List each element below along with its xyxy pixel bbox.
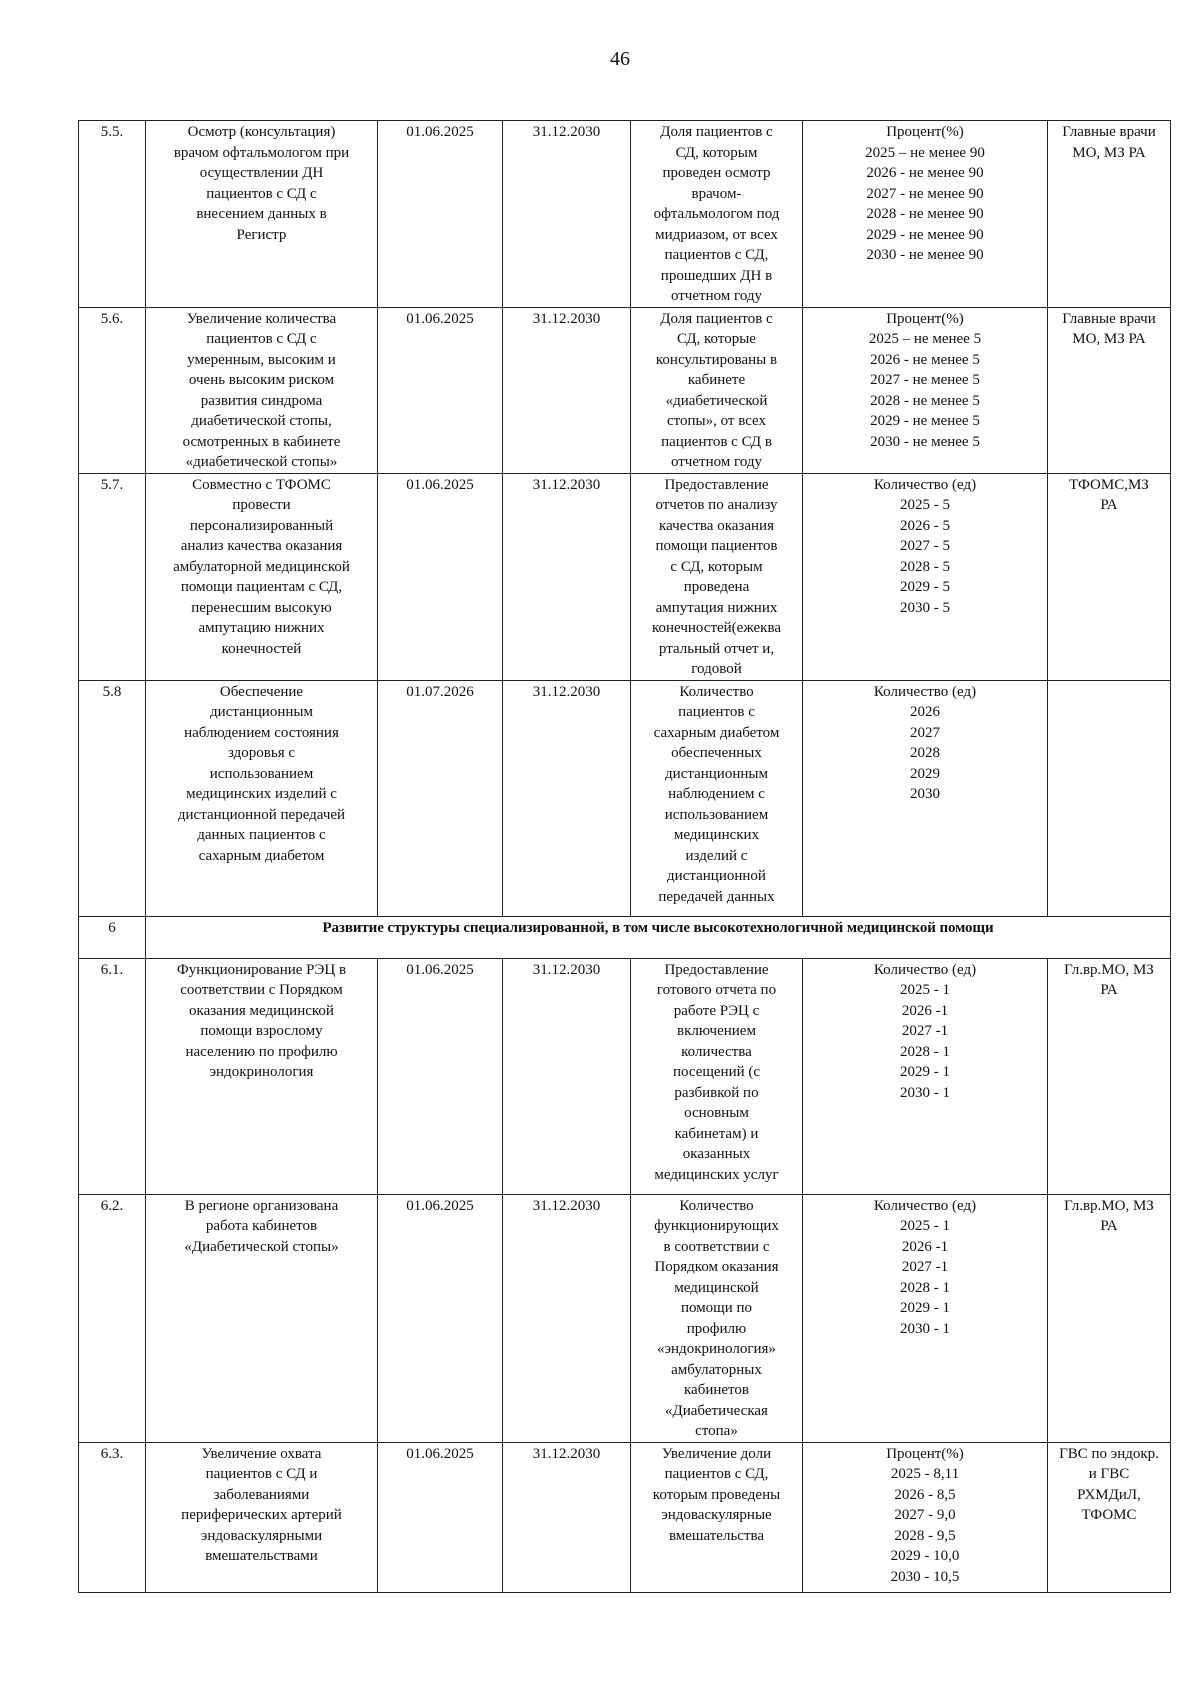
- target-values-line: 2027: [910, 724, 940, 741]
- action-text-line: соответствии с Порядком: [180, 982, 343, 998]
- indicator-text-line: «диабетической: [665, 392, 768, 409]
- target-values-line: 2027 - 9,0: [894, 1507, 956, 1523]
- action-text: [146, 680, 378, 916]
- target-values: [803, 1194, 1048, 1442]
- responsible-text-line: РХМДиЛ,: [1077, 1486, 1141, 1503]
- end-date: 31.12.2030: [503, 1194, 631, 1442]
- target-values-line: 2029: [910, 765, 940, 782]
- responsible-text-line: ТФОМС: [1081, 1507, 1137, 1523]
- responsible-text: [1048, 680, 1171, 916]
- indicator-text-line: медицинских услуг: [654, 1166, 779, 1183]
- target-values-line: 2029 - 5: [900, 579, 950, 595]
- responsible-text-line: РА: [1100, 982, 1118, 998]
- responsible-text-line: Гл.вр.МО, МЗ: [1064, 1197, 1154, 1214]
- action-text-line: анализ качества оказания: [180, 538, 343, 554]
- action-text: [146, 1442, 378, 1592]
- indicator-text-line: ртальный отчет и,: [658, 640, 775, 657]
- target-values-line: Количество (ед): [873, 476, 977, 493]
- start-date: 01.06.2025: [378, 473, 503, 680]
- target-values-line: Количество (ед): [873, 683, 977, 700]
- indicator-text-line: включением: [677, 1023, 756, 1039]
- section-title: Развитие структуры специализированной, в том числе высокотехнологичной медицинской помощи: [146, 916, 1171, 958]
- indicator-text-line: «Диабетическая: [665, 1402, 768, 1419]
- action-text-line: оказания медицинской: [189, 1002, 334, 1019]
- target-values-line: 2028 - 1: [900, 1043, 950, 1060]
- action-text-line: заболеваниями: [213, 1486, 310, 1503]
- indicator-text-line: работе РЭЦ с: [673, 1002, 760, 1019]
- action-text-line: эндокринология: [209, 1064, 314, 1080]
- responsible-text: [1048, 1442, 1171, 1592]
- indicator-text: [631, 473, 803, 680]
- indicator-text-line: профилю: [686, 1320, 747, 1337]
- indicator-text-line: обеспеченных: [671, 745, 762, 761]
- target-values-line: 2026 - 8,5: [894, 1486, 956, 1503]
- target-values-line: Процент(%): [886, 1445, 964, 1462]
- indicator-text-line: стопа»: [695, 1423, 738, 1439]
- indicator-text-line: посещений (с: [672, 1064, 761, 1080]
- action-text-line: Совместно с ТФОМС: [192, 476, 331, 493]
- indicator-text-line: Доля пациентов с: [660, 124, 773, 140]
- action-text-line: персонализированный: [189, 517, 334, 534]
- action-text-line: конечностей: [221, 640, 302, 657]
- action-text: [146, 1194, 378, 1442]
- target-values-line: 2027 - 5: [900, 538, 950, 554]
- target-values-line: 2026 -1: [901, 1238, 949, 1255]
- target-values-line: Процент(%): [886, 124, 964, 140]
- action-text-line: ампутацию нижних: [198, 620, 325, 636]
- target-values-line: 2028 - 5: [900, 558, 950, 575]
- indicator-text-line: наблюдением с: [668, 786, 765, 802]
- indicator-text-line: пациентов с СД в: [661, 433, 772, 450]
- indicator-text-line: разбивкой по: [674, 1084, 759, 1101]
- end-date: 31.12.2030: [503, 121, 631, 308]
- target-values-line: 2028 - не менее 90: [866, 206, 984, 222]
- indicator-text-line: отчетном году: [670, 288, 763, 304]
- row-number: 6.3.: [79, 1442, 146, 1592]
- target-values-line: 2030 - не менее 5: [870, 433, 980, 450]
- indicator-text-line: Количество: [679, 1197, 754, 1214]
- action-text-line: амбулаторной медицинской: [173, 558, 350, 575]
- row-number: 5.6.: [79, 307, 146, 473]
- indicator-text-line: СД, которым: [675, 144, 758, 161]
- target-values-line: 2028 - 9,5: [894, 1527, 956, 1544]
- indicator-text-line: помощи по: [680, 1300, 753, 1316]
- indicator-text-line: отчетном году: [670, 454, 763, 470]
- action-text-line: данных пациентов с: [197, 827, 326, 843]
- indicator-text-line: сахарным диабетом: [653, 724, 780, 741]
- target-values: [803, 958, 1048, 1194]
- target-values-line: 2025 - 1: [900, 982, 950, 998]
- action-text-line: наблюдением состояния: [184, 724, 339, 741]
- indicator-text: [631, 121, 803, 308]
- target-values: [803, 680, 1048, 916]
- target-values-line: 2027 -1: [901, 1259, 949, 1275]
- indicator-text-line: функционирующих: [654, 1218, 779, 1234]
- target-values-line: 2025 - 5: [900, 497, 950, 513]
- action-text-line: пациентов с СД с: [206, 185, 317, 202]
- start-date: 01.06.2025: [378, 307, 503, 473]
- target-values-line: 2029 - не менее 5: [870, 413, 980, 429]
- indicator-text-line: годовой: [691, 661, 742, 677]
- indicator-text-line: эндоваскулярные: [661, 1507, 772, 1523]
- action-text-line: «диабетической стопы»: [185, 454, 338, 470]
- target-values: [803, 307, 1048, 473]
- end-date: 31.12.2030: [503, 473, 631, 680]
- responsible-text-line: МО, МЗ РА: [1072, 331, 1146, 347]
- action-text-line: работа кабинетов: [205, 1218, 318, 1234]
- target-values-line: 2026 - не менее 5: [870, 351, 980, 368]
- action-text-line: развития синдрома: [200, 392, 323, 409]
- action-text-line: помощи взрослому: [200, 1023, 323, 1039]
- indicator-text-line: проведен осмотр: [662, 165, 771, 181]
- start-date: 01.06.2025: [378, 958, 503, 1194]
- indicator-text-line: Доля пациентов с: [660, 310, 773, 327]
- indicator-text-line: изделий с: [685, 847, 748, 864]
- responsible-text: [1048, 307, 1171, 473]
- action-text-line: Увеличение охвата: [201, 1445, 322, 1462]
- indicator-text-line: прошедших ДН в: [660, 267, 773, 284]
- start-date: 01.06.2025: [378, 1442, 503, 1592]
- start-date: 01.06.2025: [378, 121, 503, 308]
- indicator-text-line: ампутация нижних: [655, 599, 778, 616]
- target-values-line: 2030 - 1: [900, 1084, 950, 1101]
- indicator-text-line: проведена: [683, 579, 750, 595]
- section-number: 6: [79, 916, 146, 958]
- action-text-line: населению по профилю: [185, 1043, 338, 1060]
- indicator-text-line: кабинетам) и: [674, 1125, 759, 1142]
- table-row: [79, 680, 1171, 916]
- responsible-text-line: Главные врачи: [1062, 124, 1156, 140]
- action-text-line: осуществлении ДН: [199, 165, 324, 181]
- indicator-text-line: стопы», от всех: [666, 413, 767, 429]
- action-text-line: помощи пациентам с СД,: [180, 579, 343, 595]
- indicator-text-line: с СД, которым: [670, 558, 763, 575]
- target-values-line: 2027 - не менее 5: [870, 372, 980, 388]
- indicator-text-line: амбулаторных: [671, 1361, 762, 1378]
- action-text-line: В регионе организована: [184, 1197, 339, 1214]
- indicator-text-line: медицинских: [673, 827, 760, 843]
- table-row: [79, 958, 1171, 1194]
- activity-plan-table: [78, 120, 1171, 1593]
- target-values-line: 2026: [910, 704, 940, 720]
- target-values-line: Количество (ед): [873, 1197, 977, 1214]
- indicator-text-line: которым проведены: [652, 1486, 781, 1503]
- action-text-line: диабетической стопы,: [191, 413, 332, 429]
- action-text-line: очень высоким риском: [188, 372, 335, 388]
- indicator-text-line: пациентов с СД,: [664, 247, 769, 263]
- indicator-text: [631, 1194, 803, 1442]
- indicator-text-line: передачей данных: [658, 888, 775, 905]
- target-values-line: 2027 - не менее 90: [866, 185, 984, 202]
- row-number: 5.8: [79, 680, 146, 916]
- target-values-line: 2027 -1: [901, 1023, 949, 1039]
- action-text: [146, 473, 378, 680]
- target-values-line: 2030 - 10,5: [890, 1568, 960, 1585]
- action-text-line: сахарным диабетом: [198, 847, 325, 864]
- row-number: 5.7.: [79, 473, 146, 680]
- target-values-line: 2025 – не менее 90: [865, 144, 985, 161]
- indicator-text-line: Порядком оказания: [654, 1259, 779, 1275]
- action-text-line: использованием: [209, 765, 314, 782]
- target-values-line: 2030: [910, 786, 940, 802]
- responsible-text-line: РА: [1100, 497, 1118, 513]
- indicator-text-line: Предоставление: [664, 961, 769, 978]
- indicator-text: [631, 958, 803, 1194]
- target-values-line: 2026 - не менее 90: [866, 165, 984, 181]
- action-text-line: провести: [232, 497, 291, 513]
- action-text: [146, 958, 378, 1194]
- target-values-line: 2028 - 1: [900, 1279, 950, 1296]
- indicator-text-line: в соответствии с: [663, 1238, 770, 1255]
- row-number: 6.1.: [79, 958, 146, 1194]
- indicator-text-line: медицинской: [674, 1279, 759, 1296]
- action-text-line: перенесшим высокую: [191, 599, 332, 616]
- action-text-line: дистанционной передачей: [177, 806, 346, 823]
- table-row: [79, 307, 1171, 473]
- indicator-text-line: пациентов с СД,: [664, 1466, 769, 1482]
- table-row: [79, 121, 1171, 308]
- action-text-line: Регистр: [236, 226, 287, 243]
- end-date: 31.12.2030: [503, 1442, 631, 1592]
- indicator-text-line: помощи пациентов: [655, 538, 778, 554]
- action-text-line: здоровья с: [227, 745, 296, 761]
- responsible-text: [1048, 1194, 1171, 1442]
- indicator-text-line: отчетов по анализу: [655, 497, 778, 513]
- responsible-text: [1048, 958, 1171, 1194]
- target-values-line: 2029 - не менее 90: [866, 226, 984, 243]
- action-text-line: Осмотр (консультация): [187, 124, 336, 140]
- action-text: [146, 307, 378, 473]
- target-values-line: 2025 - 8,11: [890, 1466, 960, 1482]
- action-text-line: Функционирование РЭЦ в: [176, 961, 347, 978]
- action-text-line: «Диабетической стопы»: [184, 1238, 339, 1255]
- indicator-text-line: СД, которые: [677, 331, 756, 347]
- section-row: [79, 916, 1171, 958]
- target-values-line: Количество (ед): [873, 961, 977, 978]
- target-values-line: 2030 - не менее 90: [866, 247, 984, 263]
- start-date: 01.06.2025: [378, 1194, 503, 1442]
- page-number: 46: [610, 48, 630, 70]
- action-text-line: врачом офтальмологом при: [173, 144, 350, 161]
- action-text-line: Увеличение количества: [186, 310, 337, 327]
- target-values: [803, 1442, 1048, 1592]
- indicator-text-line: оказанных: [682, 1146, 751, 1162]
- target-values-line: Процент(%): [886, 310, 964, 327]
- indicator-text-line: мидриазом, от всех: [655, 226, 778, 243]
- target-values-line: 2028: [910, 745, 940, 761]
- target-values-line: 2030 - 5: [900, 599, 950, 616]
- indicator-text-line: Увеличение доли: [661, 1445, 772, 1462]
- indicator-text-line: дистанционным: [665, 765, 768, 782]
- indicator-text-line: кабинете: [687, 372, 746, 388]
- action-text-line: внесением данных в: [196, 206, 327, 222]
- indicator-text: [631, 307, 803, 473]
- action-text-line: дистанционным: [210, 704, 313, 720]
- responsible-text: [1048, 121, 1171, 308]
- indicator-text-line: пациентов с: [678, 704, 755, 720]
- responsible-text-line: Главные врачи: [1062, 310, 1156, 327]
- indicator-text-line: кабинетов: [683, 1382, 749, 1398]
- action-text-line: умеренным, высоким и: [187, 351, 336, 368]
- indicator-text-line: конечностей(ежеква: [652, 620, 781, 636]
- target-values-line: 2029 - 10,0: [890, 1548, 960, 1564]
- indicator-text-line: готового отчета по: [656, 982, 777, 998]
- indicator-text-line: Предоставление: [664, 476, 769, 493]
- target-values-line: 2028 - не менее 5: [870, 392, 980, 409]
- row-number: 5.5.: [79, 121, 146, 308]
- responsible-text: [1048, 473, 1171, 680]
- indicator-text: [631, 680, 803, 916]
- action-text: [146, 121, 378, 308]
- table-row: [79, 1442, 1171, 1592]
- indicator-text-line: вмешательства: [668, 1527, 765, 1544]
- action-text-line: вмешательствами: [205, 1548, 318, 1564]
- responsible-text-line: МО, МЗ РА: [1072, 144, 1146, 161]
- responsible-text-line: РА: [1100, 1218, 1118, 1234]
- end-date: 31.12.2030: [503, 958, 631, 1194]
- indicator-text-line: количества: [681, 1043, 752, 1060]
- target-values-line: 2026 -1: [901, 1002, 949, 1019]
- indicator-text-line: консультированы в: [655, 351, 778, 368]
- action-text-line: пациентов с СД и: [205, 1466, 318, 1482]
- indicator-text-line: использованием: [664, 806, 769, 823]
- responsible-text-line: ТФОМС,МЗ: [1069, 476, 1149, 493]
- target-values-line: 2025 - 1: [900, 1218, 950, 1234]
- table-row: [79, 1194, 1171, 1442]
- target-values-line: 2029 - 1: [900, 1300, 950, 1316]
- indicator-text-line: «эндокринология»: [657, 1341, 776, 1357]
- indicator-text-line: врачом-: [691, 185, 742, 202]
- target-values-line: 2026 - 5: [900, 517, 950, 534]
- target-values: [803, 121, 1048, 308]
- target-values-line: 2030 - 1: [900, 1320, 950, 1337]
- indicator-text-line: Количество: [679, 683, 754, 700]
- row-number: 6.2.: [79, 1194, 146, 1442]
- responsible-text-line: ГВС по эндокр.: [1059, 1445, 1159, 1462]
- indicator-text-line: основным: [684, 1105, 749, 1121]
- indicator-text: [631, 1442, 803, 1592]
- end-date: 31.12.2030: [503, 680, 631, 916]
- indicator-text-line: офтальмологом под: [653, 206, 780, 222]
- action-text-line: Обеспечение: [219, 683, 304, 700]
- action-text-line: осмотренных в кабинете: [182, 433, 341, 450]
- indicator-text-line: дистанционной: [667, 868, 766, 884]
- start-date: 01.07.2026: [378, 680, 503, 916]
- action-text-line: периферических артерий: [181, 1507, 342, 1523]
- indicator-text-line: качества оказания: [659, 517, 774, 534]
- table-row: [79, 473, 1171, 680]
- target-values-line: 2025 – не менее 5: [868, 331, 982, 347]
- action-text-line: медицинских изделий с: [186, 786, 337, 802]
- responsible-text-line: Гл.вр.МО, МЗ: [1064, 961, 1154, 978]
- target-values-line: 2029 - 1: [900, 1064, 950, 1080]
- action-text-line: эндоваскулярными: [200, 1527, 323, 1544]
- end-date: 31.12.2030: [503, 307, 631, 473]
- responsible-text-line: и ГВС: [1088, 1466, 1130, 1482]
- target-values: [803, 473, 1048, 680]
- action-text-line: пациентов с СД с: [206, 331, 317, 347]
